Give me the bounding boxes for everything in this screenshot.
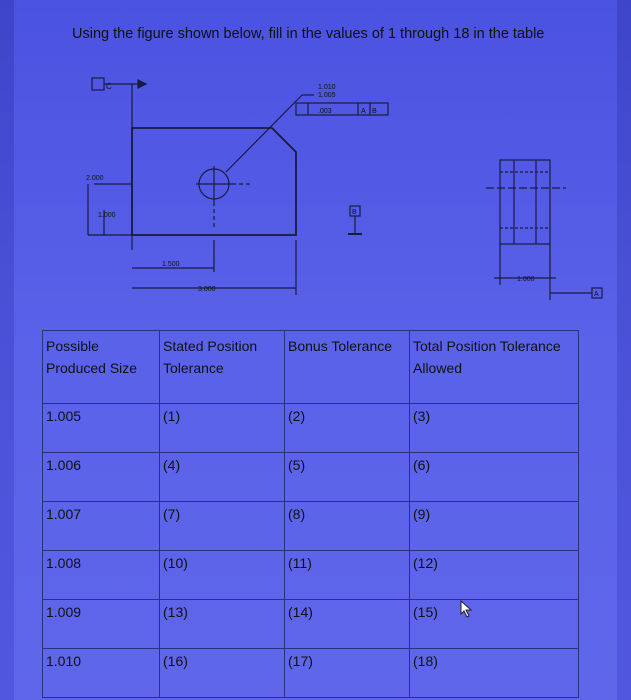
cell-bonus[interactable]: (11) [285, 551, 410, 600]
cell-size: 1.008 [43, 551, 160, 600]
table-row [43, 551, 579, 600]
datum-a-label: A [594, 291, 599, 298]
hole-size-upper: 1.010 [318, 84, 336, 91]
cell-total[interactable]: (3) [410, 404, 579, 453]
fcf-tolerance: .003 [318, 108, 332, 115]
worksheet-page [14, 0, 617, 700]
cell-stated[interactable]: (7) [160, 502, 285, 551]
question-text: Using the figure shown below, fill in the values of 1 through 18 in the table [72, 26, 545, 42]
dim-1000-left: 1.000 [98, 212, 116, 219]
cell-total[interactable]: (15) [410, 600, 579, 649]
cell-total[interactable]: (9) [410, 502, 579, 551]
cell-total[interactable]: (6) [410, 453, 579, 502]
datum-b-label: B [352, 209, 357, 216]
cell-size: 1.007 [43, 502, 160, 551]
datum-c-box [92, 78, 104, 90]
table-row [43, 404, 579, 453]
dim-3000: 3.000 [198, 286, 216, 293]
mouse-pointer-icon [460, 600, 474, 618]
cell-size: 1.006 [43, 453, 160, 502]
cell-bonus[interactable]: (8) [285, 502, 410, 551]
header-stated-tolerance: Stated Position Tolerance [160, 331, 285, 404]
header-bonus-tolerance: Bonus Tolerance [285, 331, 410, 404]
table-row [43, 453, 579, 502]
fcf-datum-b: B [372, 108, 377, 115]
dim-1000-right: 1.000 [517, 276, 535, 283]
answer-table [42, 330, 579, 698]
dim-1500: 1.500 [162, 261, 180, 268]
table-header-row [43, 331, 579, 404]
cell-stated[interactable]: (16) [160, 649, 285, 698]
cell-stated[interactable]: (10) [160, 551, 285, 600]
cell-bonus[interactable]: (2) [285, 404, 410, 453]
header-total-tolerance: Total Position Tolerance Allowed [410, 331, 579, 404]
cell-stated[interactable]: (4) [160, 453, 285, 502]
hole-size-lower: 1.005 [318, 92, 336, 99]
table-row [43, 649, 579, 698]
cell-size: 1.005 [43, 404, 160, 453]
cell-size: 1.010 [43, 649, 160, 698]
technical-drawing [14, 0, 617, 330]
cell-total[interactable]: (18) [410, 649, 579, 698]
dim-2000: 2.000 [86, 175, 104, 182]
table-row [43, 600, 579, 649]
cell-size: 1.009 [43, 600, 160, 649]
cell-bonus[interactable]: (17) [285, 649, 410, 698]
cell-bonus[interactable]: (14) [285, 600, 410, 649]
cell-total[interactable]: (12) [410, 551, 579, 600]
datum-c-label: C [106, 82, 112, 91]
header-possible-size: Possible Produced Size [43, 331, 160, 404]
cell-stated[interactable]: (13) [160, 600, 285, 649]
cell-bonus[interactable]: (5) [285, 453, 410, 502]
fcf-datum-a: A [361, 108, 366, 115]
table-row [43, 502, 579, 551]
cell-stated[interactable]: (1) [160, 404, 285, 453]
